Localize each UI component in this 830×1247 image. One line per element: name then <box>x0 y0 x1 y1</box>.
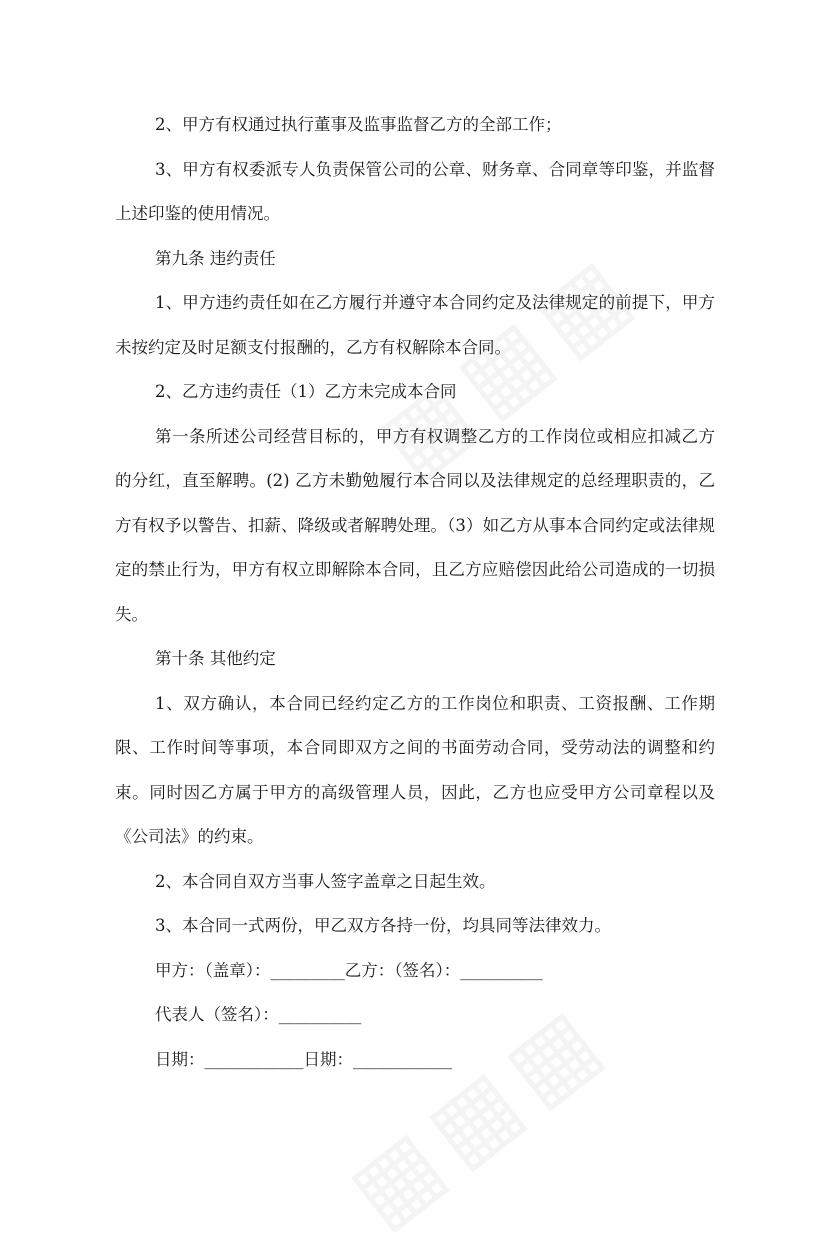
clause-10-item-3: 3、本合同一式两份，甲乙双方各持一份，均具同等法律效力。 <box>155 916 611 935</box>
signature-date-line: 日期：____________日期：____________ <box>155 1049 452 1069</box>
clause-10-heading: 第十条 其他约定 <box>155 649 276 668</box>
document-body <box>115 103 715 1082</box>
clause-8-item-2: 2、甲方有权通过执行董事及监事监督乙方的全部工作； <box>155 115 562 134</box>
signature-party-line: 甲方：（盖章）：_________乙方：（签名）：__________ <box>155 960 543 980</box>
clause-9-heading: 第九条 违约责任 <box>155 248 276 268</box>
clause-10-item-1: 1、双方确认，本合同已经约定乙方的工作岗位和职责、工资报酬、工作期限、工作时间等事项，本合同即双方之间的书面劳动合同，受劳动法的调整和约束。同时因乙方属于甲方的高级管理人员，因此，乙方也应受甲方公司章程以及《公司法》的约束。 <box>115 693 715 846</box>
clause-9-item-2: 2、乙方违约责任（1）乙方未完成本合同 <box>155 382 457 401</box>
clause-9-item-1: 1、甲方违约责任如在乙方履行并遵守本合同约定及法律规定的前提下，甲方未按约定及时足额支付报酬的，乙方有权解除本合同。 <box>115 293 715 357</box>
clause-9-item-2-detail: 第一条所述公司经营目标的，甲方有权调整乙方的工作岗位或相应扣减乙方的分红，直至解聘。(2) 乙方未勤勉履行本合同以及法律规定的总经理职责的，乙方有权予以警告、扣薪、降级或者解聘处理。（3）如乙方从事本合同约定或法律规定的禁止行为，甲方有权立即解除本合同，且乙方应赔偿因此给公司造成的一切损失。 <box>115 426 715 624</box>
clause-8-item-3: 3、甲方有权委派专人负责保管公司的公章、财务章、合同章等印鉴，并监督上述印鉴的使用情况。 <box>115 159 715 223</box>
clause-10-item-2: 2、本合同自双方当事人签字盖章之日起生效。 <box>155 871 496 891</box>
signature-representative-line: 代表人（签名）：__________ <box>155 1005 362 1024</box>
